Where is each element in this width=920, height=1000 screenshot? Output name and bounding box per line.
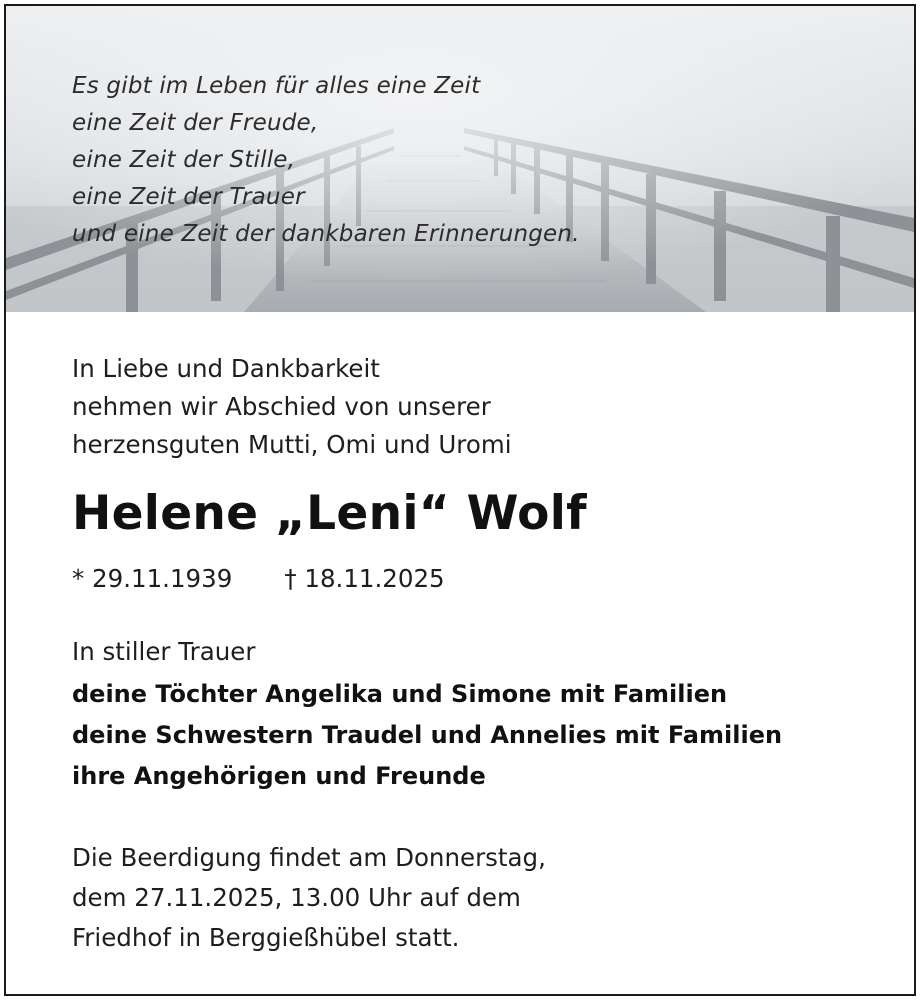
poem — [72, 68, 580, 253]
mourning-label: In stiller Trauer — [72, 637, 256, 666]
funeral-line: Friedhof in Berggießhübel statt. — [72, 923, 460, 952]
intro-line: nehmen wir Abschied von unserer — [72, 392, 491, 421]
birth-date: * 29.11.1939 — [72, 564, 233, 593]
foggy-pier-photo — [6, 6, 914, 312]
poem-line: eine Zeit der Stille, — [72, 147, 296, 173]
poem-line: eine Zeit der Freude, — [72, 110, 319, 136]
obituary-card — [4, 4, 916, 996]
deceased-name: Helene „Leni“ Wolf — [72, 486, 587, 541]
mourners-list — [72, 674, 782, 797]
poem-line: und eine Zeit der dankbaren Erinnerungen. — [72, 221, 580, 247]
mourner-line: deine Schwestern Traudel und Annelies mit Familien — [72, 721, 783, 749]
intro-line: In Liebe und Dankbarkeit — [72, 354, 380, 383]
mourner-line: deine Töchter Angelika und Simone mit Familien — [72, 680, 728, 708]
funeral-line: Die Beerdigung findet am Donnerstag, — [72, 843, 546, 872]
funeral-line: dem 27.11.2025, 13.00 Uhr auf dem — [72, 883, 521, 912]
poem-line: Es gibt im Leben für alles eine Zeit — [72, 73, 481, 99]
poem-line: eine Zeit der Trauer — [72, 184, 305, 210]
life-dates — [72, 562, 445, 596]
mourner-line: ihre Angehörigen und Freunde — [72, 762, 486, 790]
intro-text — [72, 350, 512, 464]
intro-line: herzensguten Mutti, Omi und Uromi — [72, 430, 512, 459]
death-date: † 18.11.2025 — [284, 564, 445, 593]
funeral-notice — [72, 838, 546, 958]
